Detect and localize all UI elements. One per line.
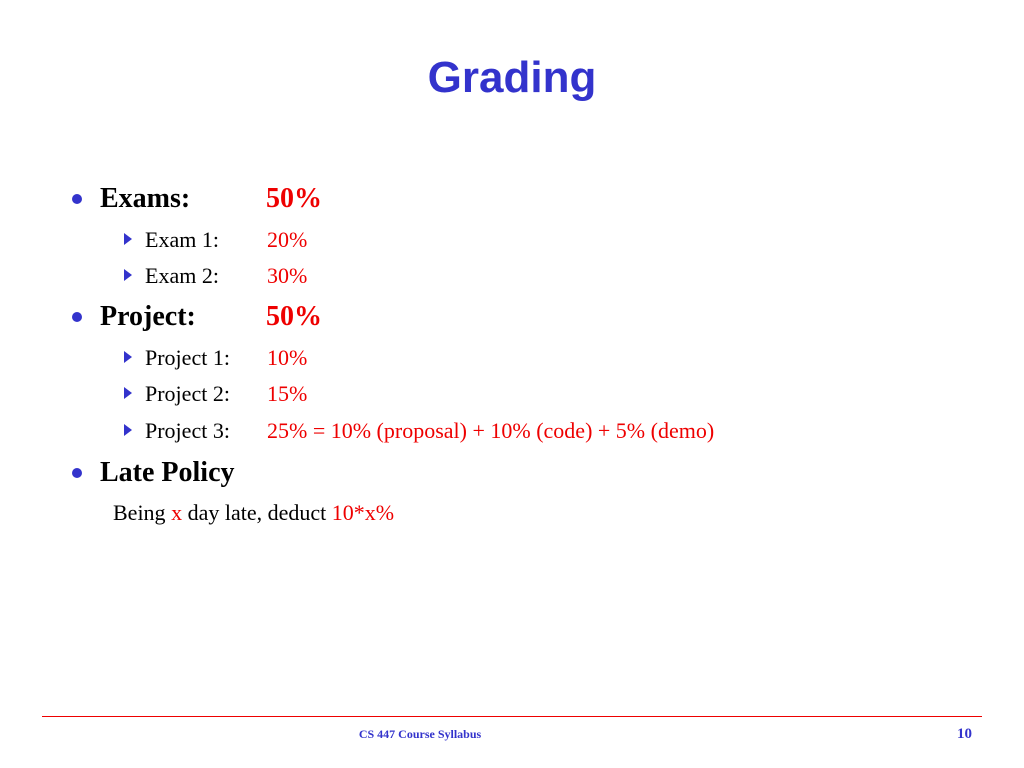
footer-divider	[42, 716, 982, 717]
project-label: Project:	[100, 301, 196, 332]
footer-course-title: CS 447 Course Syllabus	[358, 727, 482, 741]
triangle-bullet-icon	[124, 351, 132, 363]
project-2-value: 15%	[267, 381, 308, 406]
project-3-label: Project 3:	[145, 418, 230, 443]
bullet-dot-icon	[72, 312, 82, 322]
late-policy-label: Late Policy	[100, 457, 235, 488]
triangle-bullet-icon	[124, 424, 132, 436]
late-policy-text-middle: day late, deduct	[182, 500, 332, 525]
late-policy-deduction: 10*x%	[331, 500, 395, 525]
project-3-value: 25% = 10% (proposal) + 10% (code) + 5% (demo)	[267, 418, 715, 443]
late-policy-text-before: Being	[113, 500, 172, 525]
project-value: 50%	[266, 301, 322, 332]
project-1-value: 10%	[267, 345, 308, 370]
project-1-label: Project 1:	[145, 345, 230, 370]
triangle-bullet-icon	[124, 269, 132, 281]
page-number: 10	[957, 726, 972, 742]
late-policy-variable: x	[171, 500, 183, 525]
triangle-bullet-icon	[124, 233, 132, 245]
bullet-dot-icon	[72, 468, 82, 478]
exam-1-value: 20%	[267, 227, 308, 252]
exam-1-label: Exam 1:	[145, 227, 219, 252]
late-policy-text	[113, 498, 394, 528]
exams-label: Exams:	[100, 183, 191, 214]
exam-2-value: 30%	[267, 263, 308, 288]
bullet-dot-icon	[72, 194, 82, 204]
exam-2-label: Exam 2:	[145, 263, 219, 288]
project-2-label: Project 2:	[145, 381, 230, 406]
exams-value: 50%	[266, 183, 322, 214]
slide-title: Grading	[427, 53, 597, 102]
triangle-bullet-icon	[124, 387, 132, 399]
